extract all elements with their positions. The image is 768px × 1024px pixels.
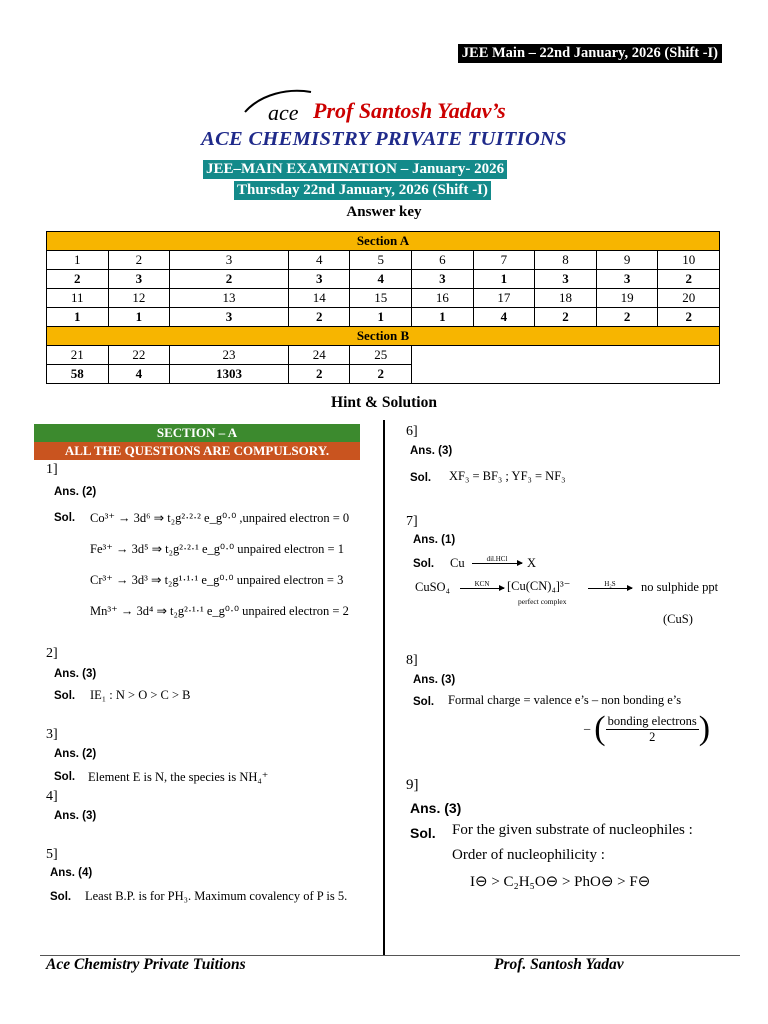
q5-sol-label: Sol. [50,891,72,903]
q7-cuso4: CuSO₄ [415,580,450,594]
answer-key-cell: 1 [47,308,109,327]
answer-key-cell: 3 [535,270,597,289]
q7-h2s-label: H₂S [604,580,616,588]
q9-number: 9] [406,777,419,793]
answer-key-title: Answer key [346,204,422,220]
footer-author: Prof. Santosh Yadav [494,956,624,973]
answer-key-cell: 3 [170,251,289,270]
q5-number: 5] [46,847,58,862]
answer-key-cell: 1 [412,308,474,327]
hint-solution-title: Hint & Solution [331,394,437,411]
q8-frac-den: 2 [649,729,656,744]
answer-key-cell: 9 [596,251,658,270]
q8-frac-num: bonding electrons [607,713,697,728]
q1-number: 1] [46,462,58,477]
q8-minus: – [584,721,591,736]
answer-key-cell: 15 [350,289,412,308]
q2-answer: Ans. (3) [54,668,97,680]
q6-answer: Ans. (3) [410,445,453,457]
answer-key-cell: 1 [47,251,109,270]
q5-answer: Ans. (4) [50,867,93,879]
answer-key-cell: 21 [47,346,109,365]
answer-key-cell: 2 [658,270,720,289]
q1-line1: Co³⁺ → 3d⁶ ⇒ t₂g²·²·² e_g⁰·⁰ ,unpaired electron = 0 [90,511,350,525]
q7-x: X [527,556,537,570]
answer-key-cell: 22 [108,346,170,365]
answer-key-cell: 14 [288,289,350,308]
answer-key-cell: 3 [596,270,658,289]
answer-key-cell: 2 [170,270,289,289]
q1-line4: Mn³⁺ → 3d⁴ ⇒ t₂g²·¹·¹ e_g⁰·⁰ unpaired electron = 2 [90,604,349,618]
q7-arrow-kcn [460,573,504,591]
answer-key-cell: 2 [596,308,658,327]
answer-key-cell: 2 [535,308,597,327]
footer-institute: Ace Chemistry Private Tuitions [46,956,246,973]
section-a-label: Section A [47,232,720,251]
q7-kcn-label: KCN [474,580,490,588]
q7-sol-label: Sol. [413,558,435,570]
q1-line3: Cr³⁺ → 3d³ ⇒ t₂g¹·¹·¹ e_g⁰·⁰ unpaired electron = 3 [90,573,344,587]
q7-cus: (CuS) [663,612,693,626]
q7-dilhcl-label: dil.HCl [486,555,508,563]
answer-key-cell: 2 [288,365,350,384]
answer-key-cell: 1 [350,308,412,327]
section-a-banner: SECTION – A [34,424,360,442]
answer-key-cell: 10 [658,251,720,270]
q8-body: Formal charge = valence e’s – non bonding e’s [448,693,682,707]
answer-key-cell: 23 [170,346,289,365]
answer-key-cell: 4 [350,270,412,289]
answer-key-cell: 2 [288,308,350,327]
answer-key-cell: 18 [535,289,597,308]
q3-number: 3] [46,727,58,742]
exam-badge: JEE Main – 22nd January, 2026 (Shift -I) [458,44,722,63]
q2-body: IE₁ : N > O > C > B [90,688,191,702]
compulsory-banner: ALL THE QUESTIONS ARE COMPULSORY. [34,442,360,460]
q7-cu: Cu [450,556,465,570]
answer-key-table [46,231,720,384]
section-b-label: Section B [47,327,720,346]
answer-key-cell: 4 [288,251,350,270]
prof-title: Prof Santosh Yadav’s [313,98,506,123]
answer-key-cell: 4 [473,308,535,327]
answer-key-cell: 3 [288,270,350,289]
answer-key-cell: 17 [473,289,535,308]
q3-sol-label: Sol. [54,771,76,783]
q7-perfect-complex: perfect complex [518,597,567,606]
q1-sol-label: Sol. [54,512,76,524]
q5-body: Least B.P. is for PH₃. Maximum covalency of P is 5. [85,889,348,903]
q7-complex: [Cu(CN)₄]³⁻ [507,579,571,593]
q7-no-ppt: no sulphide ppt [641,580,719,594]
q9-series: I⊖ > C₂H₅O⊖ > PhO⊖ > F⊖ [470,874,651,890]
q4-answer: Ans. (3) [54,810,97,822]
answer-key-cell: 20 [658,289,720,308]
answer-key-cell: 24 [288,346,350,365]
q2-number: 2] [46,646,58,661]
column-divider [383,420,385,955]
exam-line: JEE–MAIN EXAMINATION – January- 2026 [203,160,507,179]
answer-key-cell: 2 [47,270,109,289]
answer-key-empty-cell [412,346,720,384]
q9-order: Order of nucleophilicity : [452,847,605,863]
answer-key-cell: 1303 [170,365,289,384]
q1-answer: Ans. (2) [54,486,97,498]
date-line: Thursday 22nd January, 2026 (Shift -I) [234,181,491,200]
answer-key-cell: 1 [108,308,170,327]
q9-answer: Ans. (3) [410,800,462,816]
answer-key-cell: 2 [350,365,412,384]
q8-sol-label: Sol. [413,696,435,708]
answer-key-cell: 2 [658,308,720,327]
answer-key-cell: 3 [170,308,289,327]
answer-key-cell: 16 [412,289,474,308]
q7-number: 7] [406,514,418,529]
q2-sol-label: Sol. [54,690,76,702]
q9-body: For the given substrate of nucleophiles : [452,822,693,838]
answer-key-cell: 1 [473,270,535,289]
answer-key-cell: 12 [108,289,170,308]
q8-answer: Ans. (3) [413,674,456,686]
answer-key-cell: 58 [47,365,109,384]
q7-arrow-h2s [588,573,632,591]
answer-key-cell: 4 [108,365,170,384]
answer-key-cell: 2 [108,251,170,270]
q8-fraction: – ( $\frac{\text{bonding electrons}}{2}$ ) [584,710,711,747]
answer-key-cell: 6 [412,251,474,270]
answer-key-cell: 13 [170,289,289,308]
q4-number: 4] [46,789,58,804]
institute-title: ACE CHEMISTRY PRIVATE TUITIONS [201,128,567,150]
answer-key-cell: 19 [596,289,658,308]
answer-key-cell: 5 [350,251,412,270]
q3-answer: Ans. (2) [54,748,97,760]
q9-sol-label: Sol. [410,825,436,841]
answer-key-cell: 25 [350,346,412,365]
answer-key-cell: 3 [108,270,170,289]
q7-arrow-dilhcl [472,548,522,566]
q3-body: Element E is N, the species is NH₄⁺ [88,770,269,784]
q1-line2: Fe³⁺ → 3d⁵ ⇒ t₂g²·²·¹ e_g⁰·⁰ unpaired electron = 1 [90,542,344,556]
answer-key-cell: 8 [535,251,597,270]
q7-answer: Ans. (1) [413,534,456,546]
q6-sol-label: Sol. [410,472,432,484]
answer-key-cell: 7 [473,251,535,270]
answer-key-cell: 11 [47,289,109,308]
q6-body: XF₃ = BF₃ ; YF₃ = NF₃ [449,469,566,483]
ace-logo-text: ace [268,100,299,125]
q6-number: 6] [406,424,418,439]
q8-number: 8] [406,653,418,668]
answer-key-cell: 3 [412,270,474,289]
